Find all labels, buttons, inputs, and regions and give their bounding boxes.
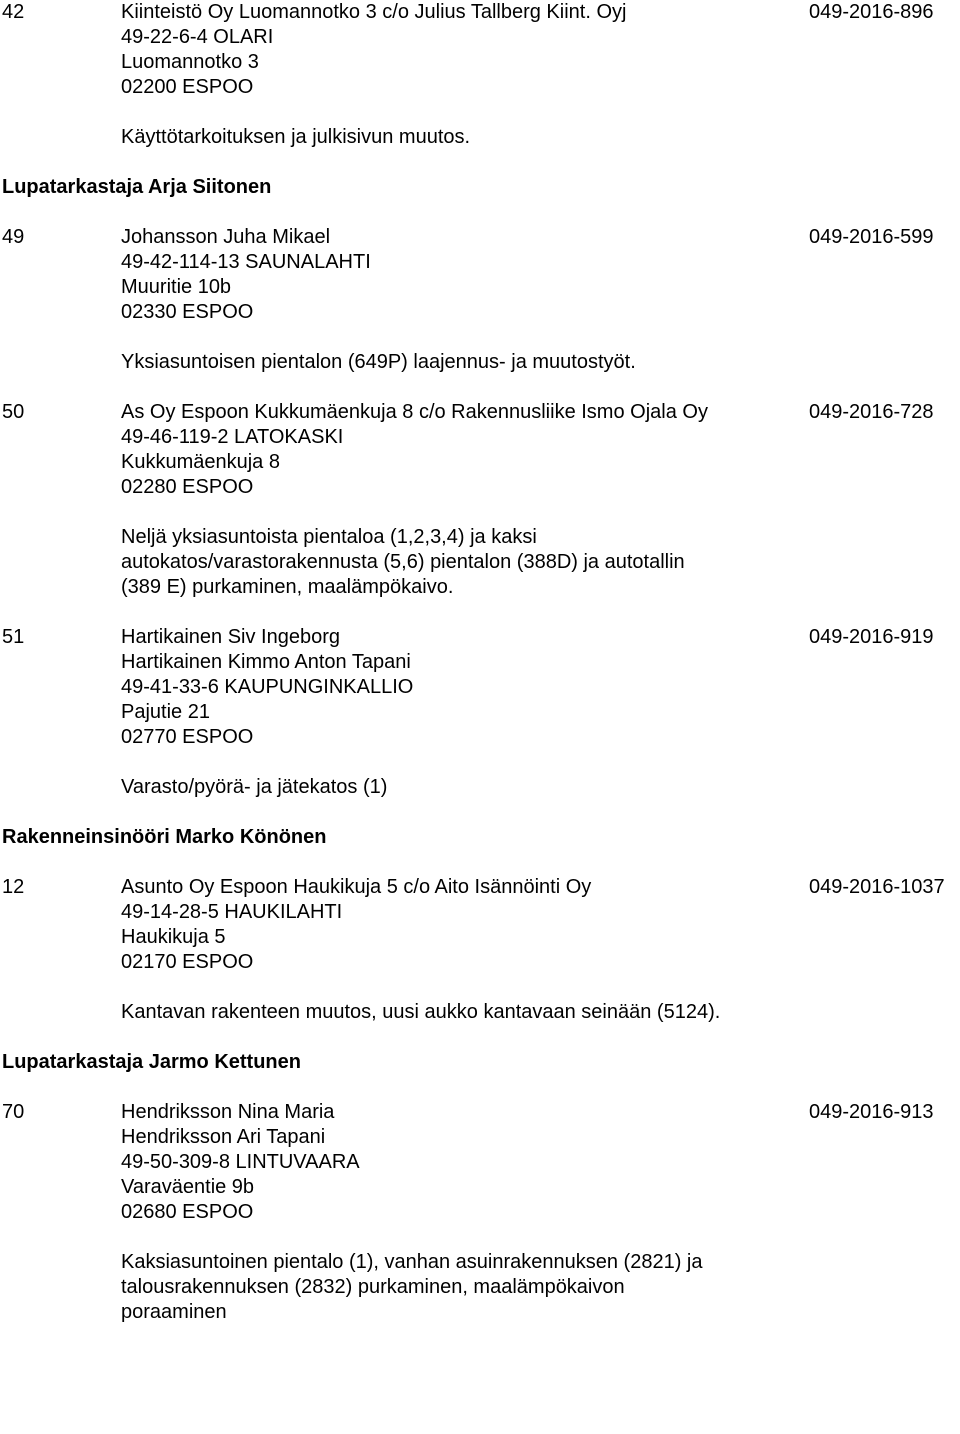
permit-number: 049-2016-599 — [809, 226, 934, 248]
permit-number: 049-2016-896 — [809, 1, 934, 23]
project-description: Varasto/pyörä- ja jätekatos (1) — [121, 776, 388, 798]
address-line: Varaväentie 9b — [121, 1176, 255, 1198]
entry-number: 51 — [2, 626, 25, 648]
applicant-name: Johansson Juha Mikael — [121, 226, 331, 248]
entry-number: 42 — [2, 1, 25, 23]
project-description: poraaminen — [121, 1301, 227, 1323]
address-line: Muuritie 10b — [121, 276, 232, 298]
applicant-name: As Oy Espoon Kukkumäenkuja 8 c/o Rakennusliike Ismo Ojala Oy — [121, 401, 708, 423]
entry-number: 12 — [2, 876, 25, 898]
address-line: Pajutie 21 — [121, 701, 210, 723]
address-line: 49-42-114-13 SAUNALAHTI — [121, 251, 371, 273]
project-description: Käyttötarkoituksen ja julkisivun muutos. — [121, 126, 471, 148]
address-line: 02200 ESPOO — [121, 76, 254, 98]
project-description: Kaksiasuntoinen pientalo (1), vanhan asuinrakennuksen (2821) ja — [121, 1251, 703, 1273]
permit-number: 049-2016-919 — [809, 626, 934, 648]
inspector-heading: Lupatarkastaja Jarmo Kettunen — [2, 1051, 301, 1073]
address-line: Kukkumäenkuja 8 — [121, 451, 280, 473]
inspector-heading: Lupatarkastaja Arja Siitonen — [2, 176, 272, 198]
project-description: Kantavan rakenteen muutos, uusi aukko kantavaan seinään (5124). — [121, 1001, 721, 1023]
entry-number: 70 — [2, 1101, 25, 1123]
applicant-name: Hartikainen Siv Ingeborg — [121, 626, 341, 648]
applicant-name: Hendriksson Nina Maria — [121, 1101, 335, 1123]
permit-number: 049-2016-913 — [809, 1101, 934, 1123]
address-line: 02170 ESPOO — [121, 951, 254, 973]
address-line: 02330 ESPOO — [121, 301, 254, 323]
address-line: Haukikuja 5 — [121, 926, 226, 948]
entry-number: 50 — [2, 401, 25, 423]
project-description: Yksiasuntoisen pientalon (649P) laajennus- ja muutostyöt. — [121, 351, 636, 373]
address-line: 49-50-309-8 LINTUVAARA — [121, 1151, 360, 1173]
address-line: 02680 ESPOO — [121, 1201, 254, 1223]
project-description: (389 E) purkaminen, maalämpökaivo. — [121, 576, 454, 598]
permit-number: 049-2016-1037 — [809, 876, 945, 898]
address-line: 02280 ESPOO — [121, 476, 254, 498]
address-line: 02770 ESPOO — [121, 726, 254, 748]
applicant-name: Asunto Oy Espoon Haukikuja 5 c/o Aito Isännöinti Oy — [121, 876, 592, 898]
address-line: 49-14-28-5 HAUKILAHTI — [121, 901, 343, 923]
applicant-name: Kiinteistö Oy Luomannotko 3 c/o Julius Tallberg Kiint. Oyj — [121, 1, 627, 23]
address-line: Hartikainen Kimmo Anton Tapani — [121, 651, 411, 673]
project-description: autokatos/varastorakennusta (5,6) pientalon (388D) ja autotallin — [121, 551, 685, 573]
project-description: Neljä yksiasuntoista pientaloa (1,2,3,4) ja kaksi — [121, 526, 537, 548]
entry-number: 49 — [2, 226, 25, 248]
inspector-heading: Rakenneinsinööri Marko Könönen — [2, 826, 327, 848]
project-description: talousrakennuksen (2832) purkaminen, maalämpökaivon — [121, 1276, 625, 1298]
address-line: 49-46-119-2 LATOKASKI — [121, 426, 344, 448]
address-line: 49-22-6-4 OLARI — [121, 26, 274, 48]
address-line: 49-41-33-6 KAUPUNGINKALLIO — [121, 676, 414, 698]
address-line: Hendriksson Ari Tapani — [121, 1126, 326, 1148]
address-line: Luomannotko 3 — [121, 51, 259, 73]
permit-number: 049-2016-728 — [809, 401, 934, 423]
